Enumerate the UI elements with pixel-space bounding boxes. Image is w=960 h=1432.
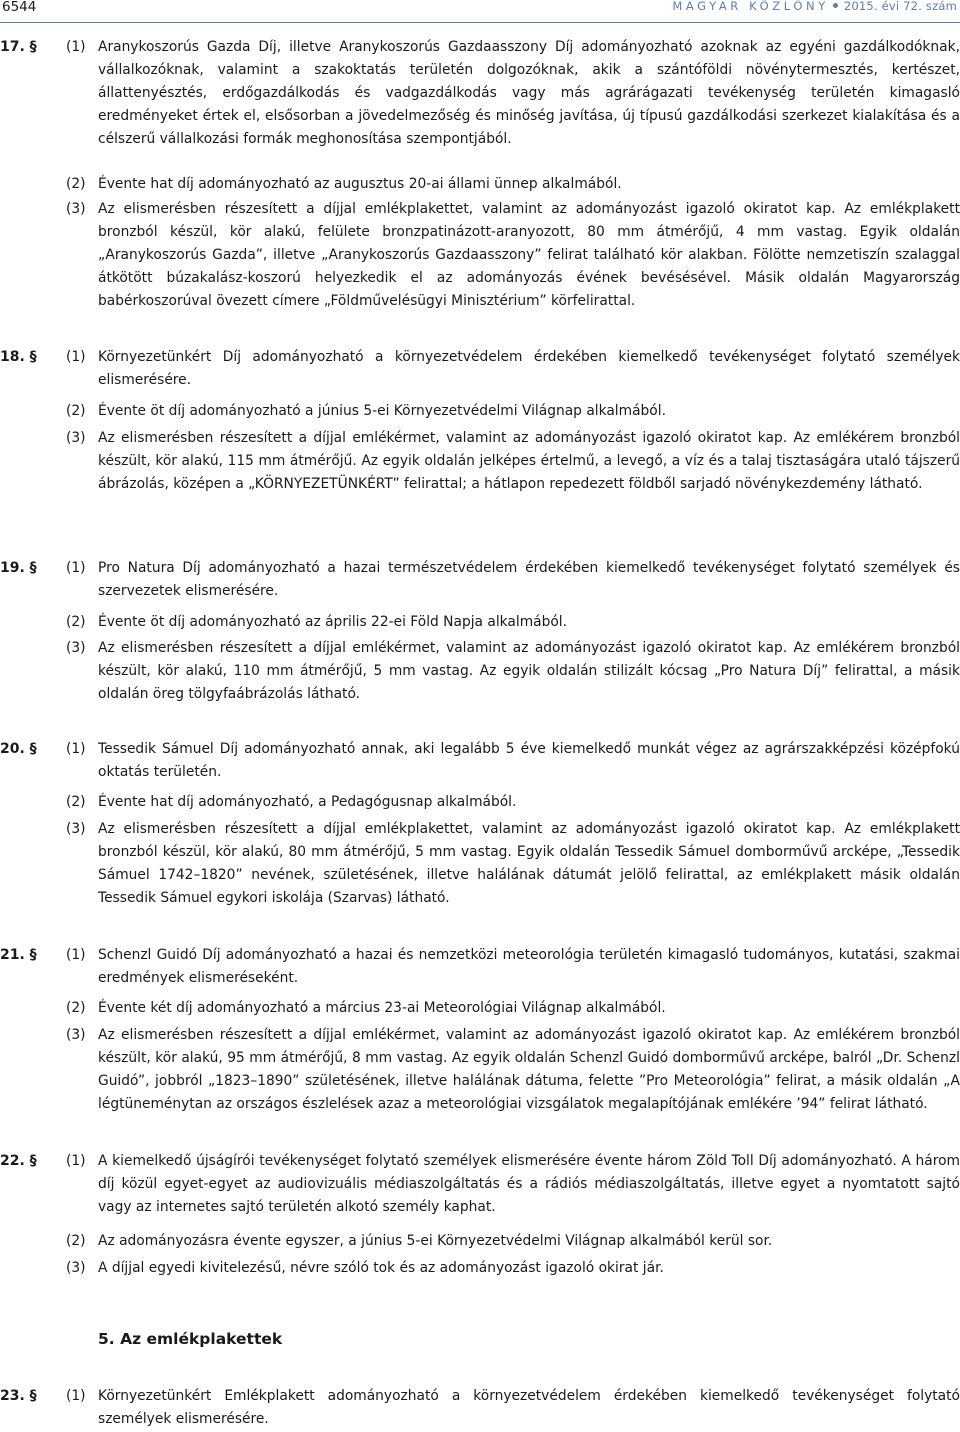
section-number: 17. § [0, 39, 37, 55]
paragraph-text: Az elismerésben részesített a díjjal emlékérmet, valamint az adományozást igazoló okiratot kap. Az emlékérem bronzból készült, kör alakú, 110 mm átmérőjű, 5 mm vastag. Az egyik oldalán stilizált kócsag „Pro Natura Díj” felirattal, a másik oldalán öreg tölgyfaábrázolás látható. [98, 640, 960, 702]
paragraph-mark: (3) [66, 430, 86, 446]
paragraph [66, 997, 960, 1020]
paragraph-text: Az elismerésben részesített a díjjal emlékérmet, valamint az adományozást igazoló okiratot kap. Az emlékérem bronzból készült, kör alakú, 95 mm átmérőjű, 8 mm vastag. Az egyik oldalán Schenzl Guidó domborművű arcképe, balról „Dr. Schenzl Guidó”, jobbról „1823–1890” születésének, illetve halálának dátuma, felette ”Pro Meteorológia” felirat, a másik oldalán „A légtüneménytan az országos észlelések azaz a meteorológiai vizsgálatok megalapítójának emlékére ’94” felirat látható. [98, 1027, 960, 1112]
paragraph [66, 346, 960, 392]
chapter-heading: 5. Az emlékplakettek [98, 1330, 283, 1348]
paragraph-text: Az elismerésben részesített a díjjal emlékplakettet, valamint az adományozást igazoló okiratot kap. Az emlékplakett bronzból készül, kör alakú, felülete bronzpatinázott-aranyozott, 80 mm átmérőjű, 4 mm vastag. Egyik oldalán „Aranykoszorús Gazda”, illetve „Aranykoszorús Gazdaasszony” felirat található kör alakban. Fölötte nemzetiszín szalaggal átkötött búzakalász-koszorú helyezkedik el az adományozás évének bevésésével. Másik oldalán Magyarország babérkoszorúval övezett címere „Földművelésügyi Minisztérium” körfelirattal. [98, 201, 960, 309]
paragraph-text: Schenzl Guidó Díj adományozható a hazai és nemzetközi meteorológia területén kimagasló tudományos, kutatási, szakmai eredmények elismeréseként. [98, 947, 960, 986]
paragraph-text: Környezetünkért Díj adományozható a környezetvédelem érdekében kiemelkedő tevékenységet folytató személyek elismerésére. [98, 349, 960, 388]
paragraph [66, 173, 960, 196]
paragraph-text: Évente öt díj adományozható a június 5-ei Környezetvédelmi Világnap alkalmából. [98, 403, 666, 419]
paragraph-mark: (3) [66, 640, 86, 656]
paragraph-mark: (2) [66, 794, 86, 810]
paragraph-text: Az adományozásra évente egyszer, a június 5-ei Környezetvédelmi Világnap alkalmából kerül sor. [98, 1233, 773, 1249]
paragraph-text: Évente hat díj adományozható az augusztus 20-ai állami ünnep alkalmából. [98, 176, 622, 192]
paragraph-mark: (2) [66, 614, 86, 630]
paragraph-text: Pro Natura Díj adományozható a hazai természetvédelem érdekében kiemelkedő tevékenységet folytató személyek és szervezetek elismerésére. [98, 560, 960, 599]
paragraph [66, 637, 960, 706]
paragraph-text: Aranykoszorús Gazda Díj, illetve Aranykoszorús Gazdaasszony Díj adományozható azoknak az egyéni gazdálkodóknak, vállalkozóknak, valamint a szakoktatás területén dolgozóknak, akik a szántóföldi növénytermesztés, kertészet, állattenyésztés, erdőgazdálkodás és vadgazdálkodás vagy más agrárágazati tevékenység területén kimagasló eredményeket értek el, elsősorban a jövedelmezőség és minőség javítása, új típusú gazdálkodási szerkezet kialakítása és a célszerű vállalkozási formák meghonosítása szempontjából. [98, 39, 960, 147]
paragraph [66, 738, 960, 784]
paragraph-mark: (3) [66, 1260, 86, 1276]
paragraph [66, 1257, 960, 1280]
paragraph [66, 1230, 960, 1253]
paragraph-mark: (3) [66, 201, 86, 217]
paragraph-mark: (1) [66, 947, 86, 963]
paragraph-text: Évente két díj adományozható a március 23-ai Meteorológiai Világnap alkalmából. [98, 1000, 666, 1016]
section-number: 22. § [0, 1153, 37, 1169]
paragraph-mark: (1) [66, 39, 86, 55]
paragraph [66, 944, 960, 990]
paragraph [66, 1150, 960, 1219]
paragraph-text: Évente öt díj adományozható az április 22-ei Föld Napja alkalmából. [98, 614, 568, 630]
paragraph [66, 198, 960, 313]
paragraph-text: Az elismerésben részesített a díjjal emlékérmet, valamint az adományozást igazoló okiratot kap. Az emlékérem bronzból készült, kör alakú, 115 mm átmérőjű. Az egyik oldalán jelképes értelmű, a levegő, a víz és a talaj tisztaságára utaló tájszerű ábrázolás, középen a „KÖRNYEZETÜNKÉRT” felirattal; a hátlapon repedezett földből sarjadó növénykezdemény látható. [98, 430, 960, 492]
section-number: 19. § [0, 560, 37, 576]
paragraph-text: Tessedik Sámuel Díj adományozható annak, aki legalább 5 éve kiemelkedő munkát végez az agrárszakképzési középfokú oktatás területén. [98, 741, 960, 780]
paragraph-text: A díjjal egyedi kivitelezésű, névre szóló tok és az adományozást igazoló okirat jár. [98, 1260, 664, 1276]
paragraph-mark: (3) [66, 1027, 86, 1043]
paragraph-mark: (2) [66, 1233, 86, 1249]
paragraph [66, 400, 960, 423]
section-number: 18. § [0, 349, 37, 365]
page-header [0, 0, 960, 14]
section-number: 20. § [0, 741, 37, 757]
page-number: 6544 [2, 0, 37, 15]
section-number: 21. § [0, 947, 37, 963]
paragraph [66, 611, 960, 634]
paragraph [66, 427, 960, 496]
issue-label: 2015. évi 72. szám [843, 0, 957, 13]
paragraph-mark: (2) [66, 403, 86, 419]
paragraph [66, 557, 960, 603]
gazette-title: MAGYAR KÖZLÖNY [672, 0, 829, 13]
paragraph [66, 36, 960, 151]
paragraph-text: Környezetünkért Emlékplakett adományozható a környezetvédelem érdekében kiemelkedő tevékenységet folytató személyek elismerésére. [98, 1388, 960, 1427]
paragraph-mark: (1) [66, 560, 86, 576]
paragraph-mark: (2) [66, 1000, 86, 1016]
header-rule [0, 22, 960, 23]
paragraph-text: A kiemelkedő újságírói tevékenységet folytató személyek elismerésére évente három Zöld Toll Díj adományozható. A három díj közül egyet-egyet az audiovizuális médiaszolgáltatás és a rádiós médiaszolgáltatás, illetve egyet a nyomtatott sajtó vagy az internetes sajtó területén alkotó személy kaphat. [98, 1153, 960, 1215]
bullet-separator-icon [833, 3, 838, 8]
paragraph-mark: (1) [66, 1388, 86, 1404]
running-title [672, 0, 957, 13]
paragraph-mark: (2) [66, 176, 86, 192]
paragraph-text: Az elismerésben részesített a díjjal emlékplakettet, valamint az adományozást igazoló okiratot kap. Az emlékplakett bronzból készül, kör alakú, 80 mm átmérőjű, 5 mm vastag. Egyik oldalán Tessedik Sámuel domborművű arcképe, „Tessedik Sámuel 1742–1820” nevének, születésének, illetve halálának dátumát jelölő felirattal, az emlékplakett másik oldalán Tessedik Sámuel egykori iskolája (Szarvas) látható. [98, 821, 960, 906]
paragraph-mark: (1) [66, 741, 86, 757]
paragraph-mark: (1) [66, 349, 86, 365]
paragraph [66, 1385, 960, 1431]
paragraph [66, 1024, 960, 1116]
paragraph-mark: (3) [66, 821, 86, 837]
paragraph-text: Évente hat díj adományozható, a Pedagógusnap alkalmából. [98, 794, 517, 810]
section-number: 23. § [0, 1388, 37, 1404]
paragraph-mark: (1) [66, 1153, 86, 1169]
paragraph [66, 791, 960, 814]
paragraph [66, 818, 960, 910]
